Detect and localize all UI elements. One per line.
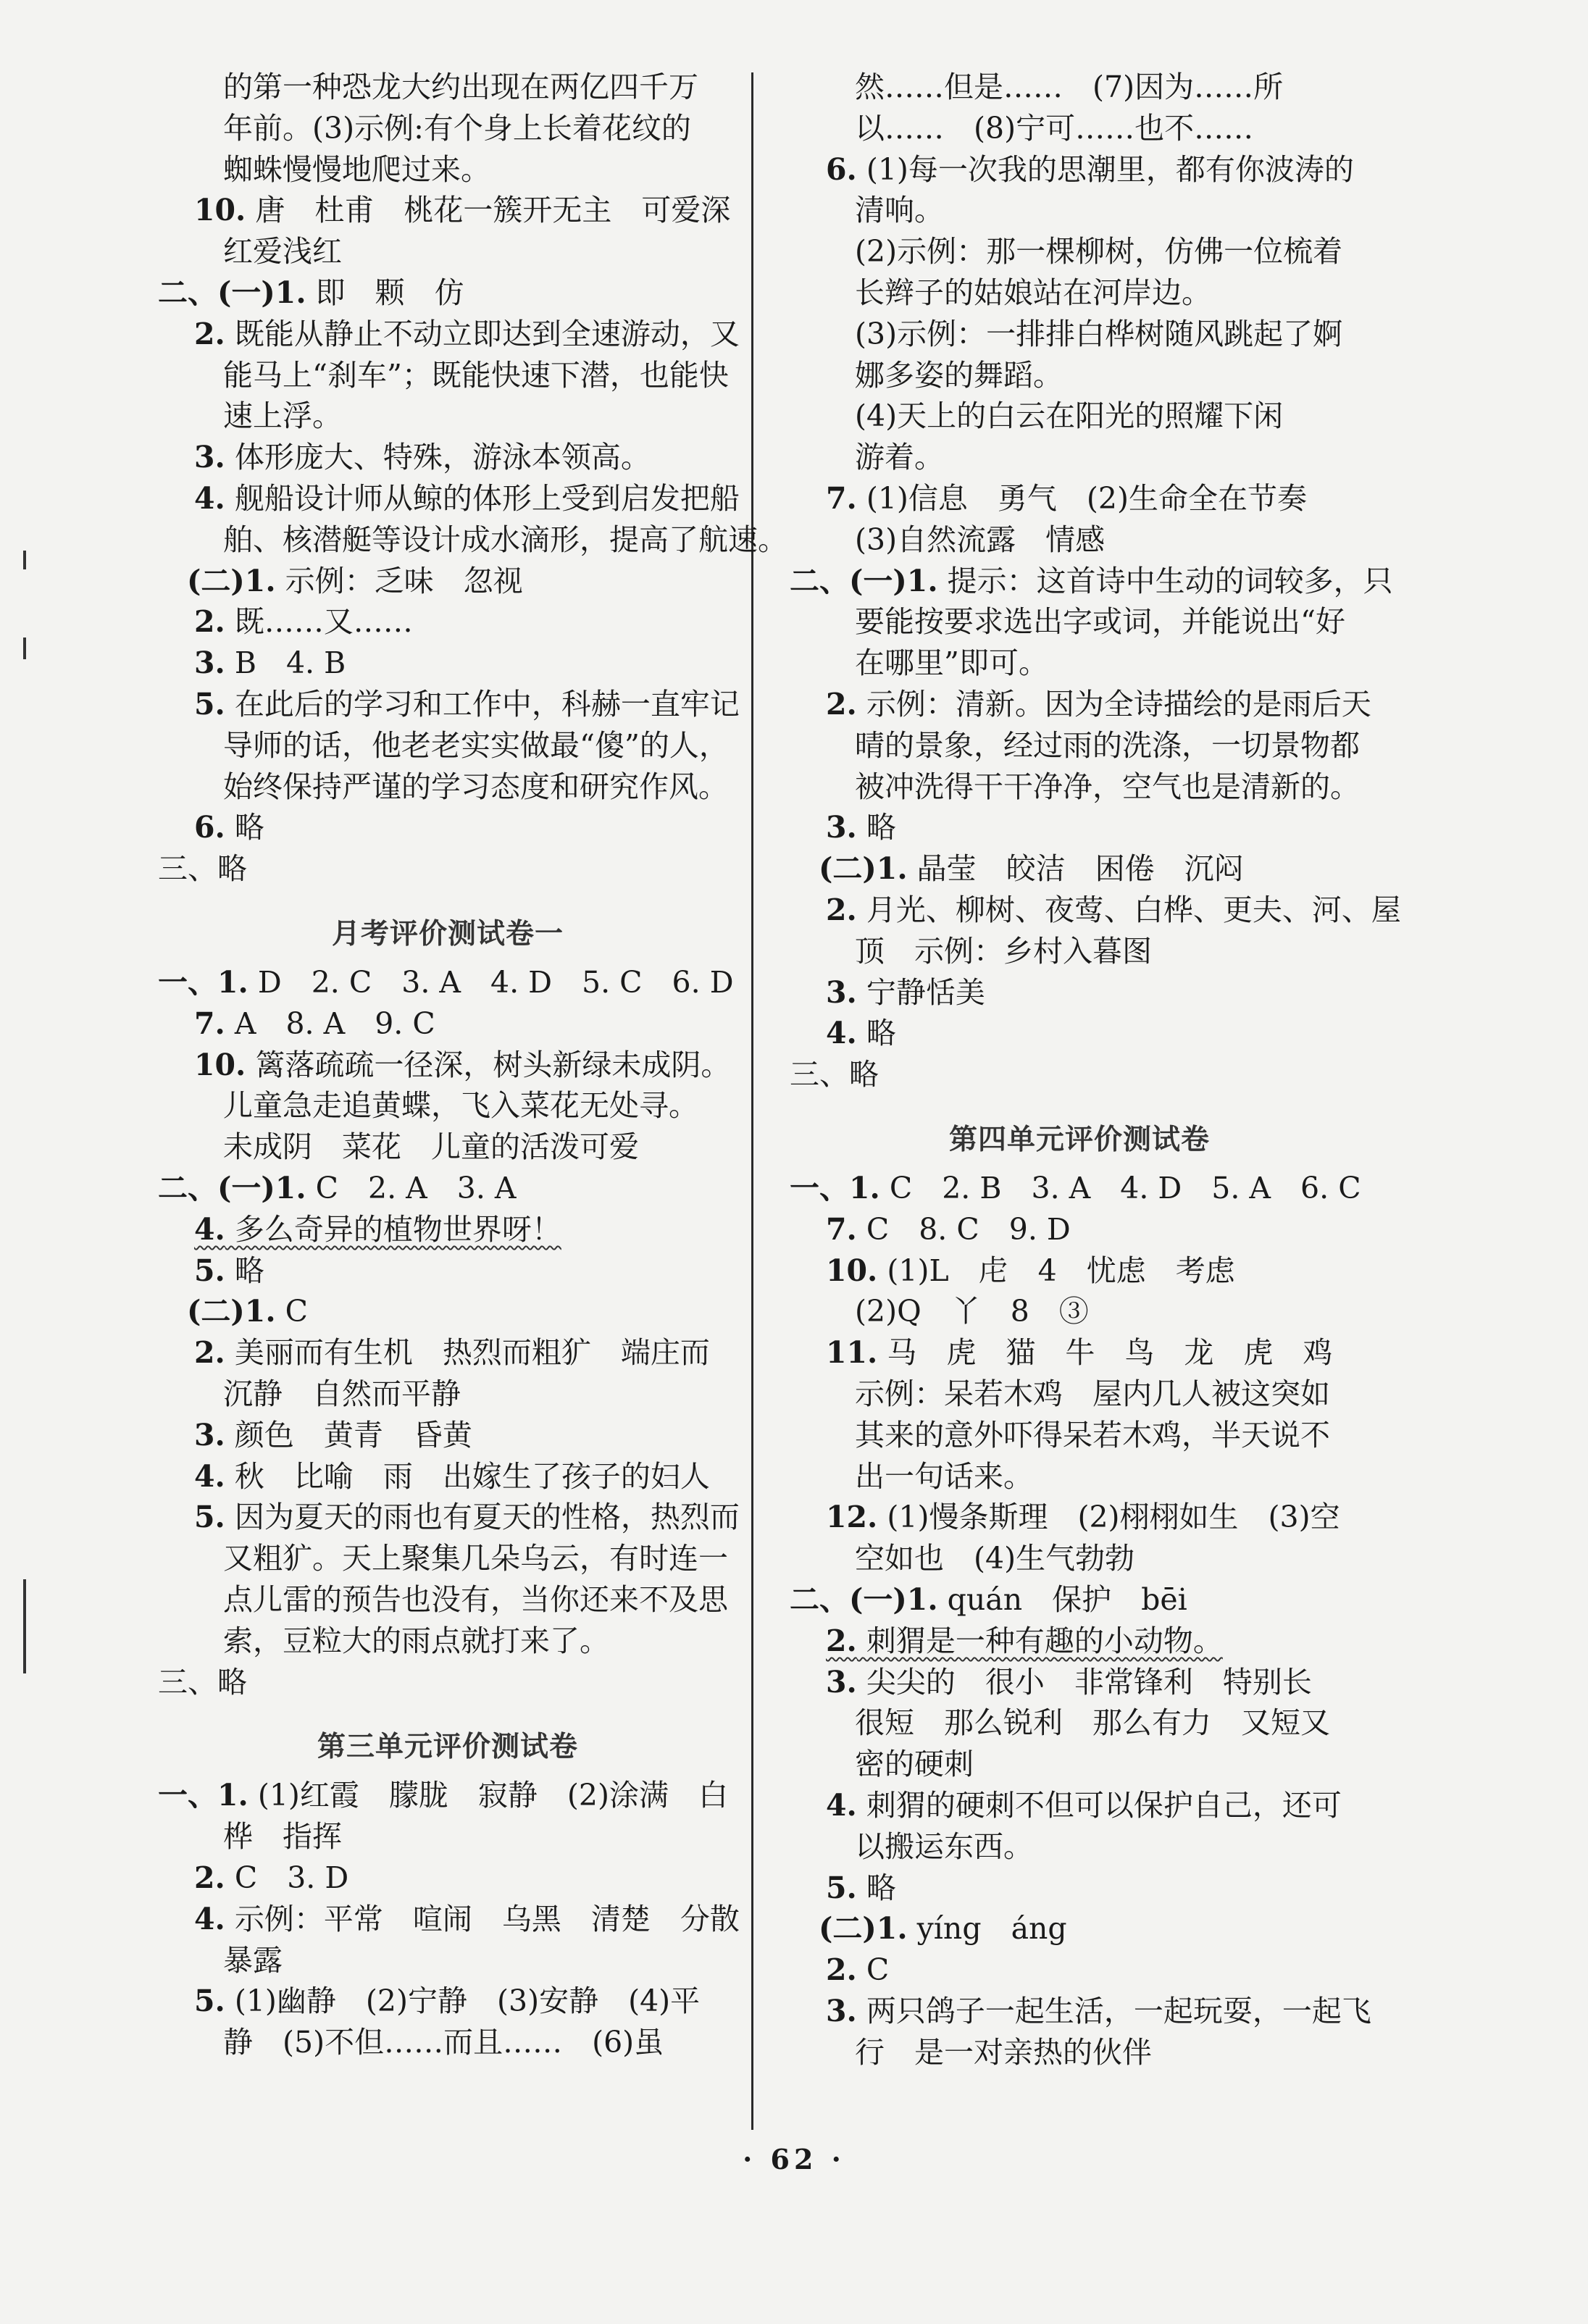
answer-line: (2)示例：那一棵柳树，仿佛一位梳着	[855, 234, 1343, 269]
answer-line: 7. A 8. A 9. C	[194, 1006, 435, 1041]
answer-line: 10. 唐 杜甫 桃花一簇开无主 可爱深	[194, 193, 731, 228]
answer-line: (二)1. C	[187, 1294, 309, 1329]
answer-line: 桦 指挥	[223, 1819, 342, 1855]
answer-line: 2. 示例：清新。因为全诗描绘的是雨后天	[826, 687, 1371, 722]
answer-line: 二、(一)1. C 2. A 3. A	[158, 1171, 517, 1205]
answer-line: 5. 略	[826, 1870, 896, 1905]
answer-line: 被冲洗得干干净净，空气也是清新的。	[855, 769, 1360, 804]
answer-line: 3. 尖尖的 很小 非常锋利 特别长	[826, 1664, 1312, 1700]
answer-line: 4. 示例：平常 喧闹 乌黑 清楚 分散	[194, 1901, 740, 1936]
answer-line: 索，豆粒大的雨点就打来了。	[223, 1623, 609, 1658]
answer-line: 一、1. (1)红霞 朦胧 寂静 (2)涂满 白	[158, 1778, 728, 1813]
answer-line: 长辫子的姑娘站在河岸边。	[855, 275, 1211, 310]
answer-line: (3)自然流露 情感	[855, 522, 1106, 557]
answer-line: 三、略	[158, 851, 247, 887]
answer-line: 12. (1)慢条斯理 (2)栩栩如生 (3)空	[826, 1500, 1340, 1535]
answer-line: 很短 那么锐利 那么有力 又短又	[855, 1705, 1330, 1741]
answer-line: 晴的景象，经过雨的洗涤，一切景物都	[855, 727, 1360, 763]
answer-line: 4. 略	[826, 1016, 896, 1051]
answer-line: 蜘蛛慢慢地爬过来。	[223, 151, 490, 187]
answer-line: 3. 颜色 黄青 昏黄	[194, 1417, 472, 1452]
answer-line: 5. (1)幽静 (2)宁静 (3)安静 (4)平	[194, 1984, 701, 2019]
answer-line: 娜多姿的舞蹈。	[855, 357, 1063, 393]
answer-line: 6. 略	[194, 810, 264, 845]
answer-line: 7. C 8. C 9. D	[826, 1211, 1071, 1247]
answer-line: (3)示例：一排排白桦树随风跳起了婀	[855, 316, 1343, 351]
answer-line: 二、(一)1. 即 颗 仿	[158, 275, 464, 310]
answer-line: 10. 篱落疏疏一径深，树头新绿未成阴。	[194, 1047, 731, 1082]
answer-line: 其来的意外吓得呆若木鸡，半天说不	[855, 1417, 1330, 1452]
answer-line: 2. 刺猬是一种有趣的小动物。	[826, 1623, 1223, 1658]
answer-line: 以…… (8)宁可……也不……	[855, 110, 1254, 146]
answer-line: 红爱浅红	[223, 234, 342, 269]
answer-line: 5. 在此后的学习和工作中，科赫一直牢记	[194, 687, 740, 722]
answer-line: 3. 略	[826, 810, 896, 845]
scan-mark	[23, 1579, 26, 1673]
column-divider	[751, 72, 753, 2130]
answer-line: 7. (1)信息 勇气 (2)生命全在节奏	[826, 481, 1307, 516]
answer-line: 游着。	[855, 440, 944, 475]
answer-line: 一、1. C 2. B 3. A 4. D 5. A 6. C	[790, 1171, 1361, 1205]
answer-line: 能马上“刹车”；既能快速下潜，也能快	[223, 357, 729, 393]
answer-line: 3. 体形庞大、特殊，游泳本领高。	[194, 440, 651, 475]
answer-line: 2. 美丽而有生机 热烈而粗犷 端庄而	[194, 1335, 710, 1371]
answer-line: 二、(一)1. quán 保护 bēi	[790, 1582, 1187, 1617]
answer-line: 静 (5)不但……而且…… (6)虽	[223, 2025, 664, 2060]
answer-line: 导师的话，他老老实实做最“傻”的人，	[223, 727, 729, 763]
scan-mark	[23, 638, 26, 659]
answer-line: (4)天上的白云在阳光的照耀下闲	[855, 398, 1284, 434]
answer-line: 年前。(3)示例:有个身上长着花纹的	[223, 110, 691, 146]
answer-line: 舶、核潜艇等设计成水滴形，提高了航速。	[223, 522, 787, 557]
answer-line: 2. C 3. D	[194, 1860, 349, 1895]
answer-line: 密的硬刺	[855, 1747, 974, 1782]
answer-line: (二)1. 示例：乏味 忽视	[187, 563, 523, 598]
answer-line: 4. 刺猬的硬刺不但可以保护自己，还可	[826, 1788, 1342, 1823]
answer-line: 二、(一)1. 提示：这首诗中生动的词较多，只	[790, 563, 1393, 598]
answer-line: 速上浮。	[223, 398, 342, 434]
section-title: 第四单元评价测试卷	[948, 1124, 1210, 1156]
answer-line: (2)Q 丫 8 ③	[855, 1294, 1089, 1329]
answer-line: 3. B 4. B	[194, 645, 346, 681]
answer-line: 三、略	[790, 1057, 879, 1092]
answer-line: 点儿雷的预告也没有，当你还来不及思	[223, 1582, 728, 1617]
answer-line: 2. 月光、柳树、夜莺、白桦、更夫、河、屋	[826, 893, 1401, 927]
answer-line: 5. 因为夏天的雨也有夏天的性格，热烈而	[194, 1500, 740, 1535]
answer-line: 3. 宁静恬美	[826, 974, 985, 1010]
answer-line: 以搬运东西。	[855, 1828, 1033, 1864]
page-number: · 62 ·	[743, 2143, 845, 2175]
answer-line: 2. 既……又……	[194, 604, 413, 640]
answer-line: 3. 两只鸽子一起生活，一起玩耍，一起飞	[826, 1994, 1371, 2028]
answer-line: 未成阴 菜花 儿童的活泼可爱	[223, 1129, 639, 1165]
answer-line: 清响。	[855, 193, 944, 228]
section-title: 月考评价测试卷一	[331, 918, 564, 950]
answer-line: 然……但是…… (7)因为……所	[855, 70, 1284, 104]
answer-line: 10. (1)L 虍 4 忧虑 考虑	[826, 1253, 1235, 1288]
scan-mark	[23, 551, 26, 569]
answer-line: 在哪里”即可。	[855, 645, 1048, 681]
answer-line: 4. 多么奇异的植物世界呀！	[194, 1211, 561, 1247]
answer-line: 暴露	[223, 1942, 283, 1978]
answer-line: (二)1. yíng áng	[819, 1911, 1067, 1947]
answer-line: 始终保持严谨的学习态度和研究作风。	[223, 769, 728, 804]
answer-line: 顶 示例：乡村入暮图	[855, 933, 1152, 969]
answer-line: 出一句话来。	[855, 1458, 1033, 1494]
answer-line: 6. (1)每一次我的思潮里，都有你波涛的	[826, 151, 1354, 187]
answer-line: 5. 略	[194, 1253, 264, 1288]
answer-line: 4. 舰船设计师从鲸的体形上受到启发把船	[194, 481, 740, 516]
answer-line: 要能按要求选出字或词，并能说出“好	[855, 604, 1345, 640]
answer-line: 的第一种恐龙大约出现在两亿四千万	[223, 70, 698, 104]
answer-line: 沉静 自然而平静	[223, 1376, 461, 1411]
section-title: 第三单元评价测试卷	[317, 1731, 578, 1764]
answer-line: 儿童急走追黄蝶，飞入菜花无处寻。	[223, 1088, 698, 1124]
answer-line: 4. 秋 比喻 雨 出嫁生了孩子的妇人	[194, 1458, 710, 1494]
answer-line: 行 是一对亲热的伙伴	[855, 2034, 1152, 2070]
answer-line: 又粗犷。天上聚集几朵乌云，有时连一	[223, 1541, 728, 1576]
answer-line: 空如也 (4)生气勃勃	[855, 1541, 1135, 1576]
answer-line: 2. 既能从静止不动立即达到全速游动，又	[194, 316, 740, 351]
answer-line: 2. C	[826, 1952, 890, 1988]
answer-line: (二)1. 晶莹 皎洁 困倦 沉闷	[819, 851, 1244, 887]
answer-line: 三、略	[158, 1664, 247, 1700]
answer-line: 一、1. D 2. C 3. A 4. D 5. C 6. D	[158, 965, 734, 1000]
answer-line: 示例：呆若木鸡 屋内几人被这突如	[855, 1376, 1330, 1411]
answer-line: 11. 马 虎 猫 牛 鸟 龙 虎 鸡	[826, 1335, 1333, 1371]
